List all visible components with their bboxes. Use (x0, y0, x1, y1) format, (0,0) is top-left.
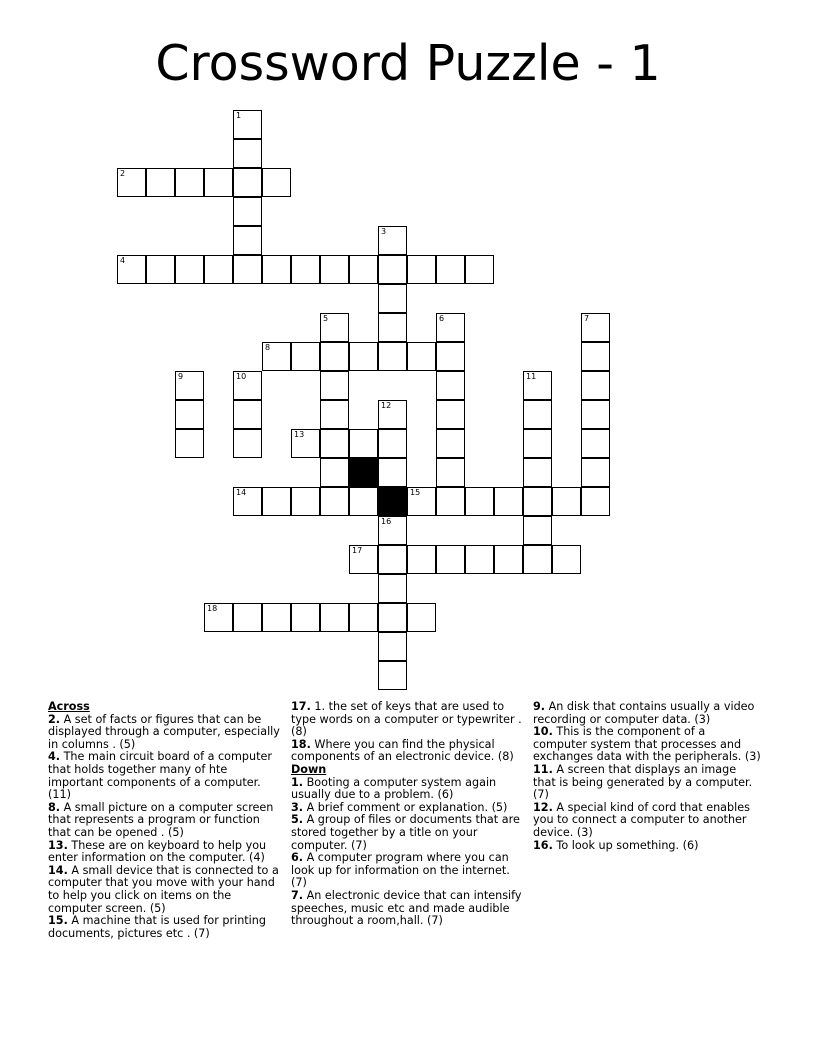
clue-number: 4. (48, 750, 61, 764)
crossword-cell[interactable] (204, 603, 233, 632)
crossword-cell[interactable] (523, 400, 552, 429)
crossword-cell[interactable] (291, 255, 320, 284)
down-clue (291, 777, 525, 802)
clue-text: A computer program where you can look up for information on the internet. (7) (291, 851, 510, 890)
clue-number: 16. (533, 838, 553, 852)
crossword-cell[interactable] (465, 255, 494, 284)
cell-number: 13 (294, 430, 305, 439)
crossword-cell[interactable] (552, 545, 581, 574)
cell-number: 11 (526, 372, 537, 381)
crossword-cell[interactable] (494, 545, 523, 574)
clue-text: A group of files or documents that are stored together by a title on your computer. (7) (291, 813, 520, 852)
clue-number: 6. (291, 851, 304, 865)
black-square (378, 487, 407, 516)
down-heading: Down (291, 762, 327, 776)
crossword-cell[interactable] (146, 168, 175, 197)
clue-number: 10. (533, 725, 553, 739)
clue-text: To look up something. (6) (552, 838, 699, 852)
crossword-cell[interactable] (523, 429, 552, 458)
crossword-cell[interactable] (320, 342, 349, 371)
crossword-cell[interactable] (436, 545, 465, 574)
crossword-cell[interactable] (581, 371, 610, 400)
clue-text: The main circuit board of a computer that holds together many of hte important components of a computer. (11) (48, 750, 272, 802)
clues-column-3 (533, 701, 761, 852)
down-clue (533, 802, 761, 840)
cell-number: 4 (120, 256, 126, 265)
crossword-cell[interactable] (378, 661, 407, 690)
down-clue (533, 701, 761, 726)
down-clue (533, 726, 761, 764)
cell-number: 14 (236, 488, 247, 497)
clue-number: 13. (48, 838, 68, 852)
crossword-cell[interactable] (436, 371, 465, 400)
across-clue (48, 751, 284, 801)
crossword-cell[interactable] (436, 255, 465, 284)
crossword-cell[interactable] (320, 313, 349, 342)
crossword-cell[interactable] (320, 371, 349, 400)
crossword-cell[interactable] (262, 168, 291, 197)
crossword-cell[interactable] (407, 487, 436, 516)
clue-number: 7. (291, 888, 304, 902)
clue-number: 15. (48, 914, 68, 928)
crossword-cell[interactable] (262, 603, 291, 632)
crossword-cell[interactable] (378, 255, 407, 284)
across-clue (48, 865, 284, 915)
crossword-cell[interactable] (378, 342, 407, 371)
crossword-cell[interactable] (233, 371, 262, 400)
cell-number: 9 (178, 372, 184, 381)
crossword-cell[interactable] (320, 429, 349, 458)
crossword-cell[interactable] (233, 487, 262, 516)
clue-number: 17. (291, 700, 311, 713)
clue-text: This is the component of a computer system that processes and exchanges data with the peripherals. (3) (533, 725, 761, 764)
clue-text: Where you can find the physical components of an electronic device. (8) (291, 737, 514, 764)
crossword-cell[interactable] (204, 255, 233, 284)
black-square (349, 458, 378, 487)
crossword-cell[interactable] (436, 313, 465, 342)
crossword-cell[interactable] (233, 429, 262, 458)
crossword-cell[interactable] (378, 284, 407, 313)
crossword-cell[interactable] (204, 168, 233, 197)
clue-text: A brief comment or explanation. (5) (303, 800, 508, 814)
crossword-cell[interactable] (378, 226, 407, 255)
crossword-cell[interactable] (523, 487, 552, 516)
crossword-cell[interactable] (436, 487, 465, 516)
cell-number: 7 (584, 314, 590, 323)
crossword-cell[interactable] (407, 603, 436, 632)
crossword-cell[interactable] (262, 255, 291, 284)
crossword-cell[interactable] (378, 603, 407, 632)
clues-column-2 (291, 701, 525, 928)
clue-number: 11. (533, 762, 553, 776)
down-clue (291, 852, 525, 890)
crossword-cell[interactable] (465, 545, 494, 574)
clue-number: 8. (48, 800, 61, 814)
crossword-cell[interactable] (233, 603, 262, 632)
crossword-cell[interactable] (378, 400, 407, 429)
down-clue (533, 840, 761, 853)
clue-text: A screen that displays an image that is being generated by a computer. (7) (533, 762, 753, 802)
crossword-cell[interactable] (436, 400, 465, 429)
across-clue (48, 802, 284, 840)
clue-number: 14. (48, 863, 68, 877)
crossword-cell[interactable] (378, 516, 407, 545)
crossword-cell[interactable] (523, 516, 552, 545)
crossword-cell[interactable] (523, 545, 552, 574)
across-clue (48, 840, 284, 865)
crossword-cell[interactable] (378, 458, 407, 487)
clue-number: 2. (48, 712, 61, 726)
crossword-cell[interactable] (233, 110, 262, 139)
cell-number: 3 (381, 227, 387, 236)
clue-text: These are on keyboard to help you enter information on the computer. (4) (48, 838, 267, 865)
cell-number: 2 (120, 169, 126, 178)
crossword-cell[interactable] (349, 545, 378, 574)
crossword-cell[interactable] (291, 487, 320, 516)
crossword-cell[interactable] (175, 400, 204, 429)
crossword-cell[interactable] (291, 429, 320, 458)
crossword-cell[interactable] (349, 255, 378, 284)
clue-number: 12. (533, 800, 553, 814)
crossword-cell[interactable] (349, 429, 378, 458)
crossword-cell[interactable] (117, 255, 146, 284)
across-clue (291, 739, 525, 764)
cell-number: 10 (236, 372, 247, 381)
clue-number: 5. (291, 813, 304, 827)
crossword-cell[interactable] (436, 458, 465, 487)
crossword-cell[interactable] (320, 487, 349, 516)
down-clue (291, 890, 525, 928)
crossword-cell[interactable] (349, 342, 378, 371)
across-clue (48, 714, 284, 752)
cell-number: 5 (323, 314, 329, 323)
crossword-cell[interactable] (407, 342, 436, 371)
clue-text: A special kind of cord that enables you to connect a computer to another device. (3) (533, 800, 750, 839)
crossword-cell[interactable] (175, 429, 204, 458)
crossword-cell[interactable] (523, 458, 552, 487)
crossword-cell[interactable] (233, 197, 262, 226)
down-clue (291, 814, 525, 852)
page-title: Crossword Puzzle - 1 (155, 35, 661, 92)
crossword-cell[interactable] (117, 168, 146, 197)
crossword-cell[interactable] (436, 429, 465, 458)
clue-number: 9. (533, 700, 546, 713)
crossword-cell[interactable] (320, 603, 349, 632)
crossword-cell[interactable] (349, 603, 378, 632)
crossword-cell[interactable] (262, 342, 291, 371)
crossword-cell[interactable] (233, 168, 262, 197)
down-clue (533, 764, 761, 802)
crossword-cell[interactable] (378, 632, 407, 661)
crossword-cell[interactable] (378, 429, 407, 458)
crossword-cell[interactable] (581, 487, 610, 516)
clue-text: An electronic device that can intensify speeches, music etc and made audible throughout a room,hall. (7) (291, 888, 522, 928)
crossword-cell[interactable] (436, 342, 465, 371)
crossword-cell[interactable] (581, 458, 610, 487)
clues-column-1 (48, 701, 284, 940)
cell-number: 18 (207, 604, 218, 613)
crossword-cell[interactable] (349, 487, 378, 516)
clue-number: 3. (291, 800, 304, 814)
crossword-cell[interactable] (378, 313, 407, 342)
clue-text: Booting a computer system again usually due to a problem. (6) (291, 775, 497, 802)
clue-text: A machine that is used for printing documents, pictures etc . (7) (48, 914, 266, 940)
across-heading: Across (48, 700, 90, 713)
crossword-cell[interactable] (378, 545, 407, 574)
crossword-cell[interactable] (581, 429, 610, 458)
crossword-cell[interactable] (291, 603, 320, 632)
across-clue (48, 915, 284, 940)
crossword-cell[interactable] (233, 226, 262, 255)
crossword-cell[interactable] (320, 458, 349, 487)
crossword-cell[interactable] (552, 487, 581, 516)
clue-text: An disk that contains usually a video recording or computer data. (3) (533, 700, 755, 726)
crossword-cell[interactable] (407, 255, 436, 284)
crossword-cell[interactable] (233, 400, 262, 429)
across-clue (291, 701, 525, 739)
cell-number: 8 (265, 343, 271, 352)
crossword-cell[interactable] (291, 342, 320, 371)
cell-number: 6 (439, 314, 445, 323)
crossword-cell[interactable] (262, 487, 291, 516)
crossword-cell[interactable] (581, 342, 610, 371)
clue-text: A small picture on a computer screen that represents a program or function that can be opened . (5) (48, 800, 274, 839)
cell-number: 17 (352, 546, 363, 555)
crossword-cell[interactable] (465, 487, 494, 516)
cell-number: 12 (381, 401, 392, 410)
crossword-cell[interactable] (175, 371, 204, 400)
crossword-cell[interactable] (320, 400, 349, 429)
crossword-cell[interactable] (233, 255, 262, 284)
crossword-cell[interactable] (146, 255, 175, 284)
crossword-cell[interactable] (407, 545, 436, 574)
clue-number: 1. (291, 775, 304, 789)
clue-text: A set of facts or figures that can be displayed through a computer, especially in columns . (5) (48, 712, 280, 751)
clue-text: A small device that is connected to a computer that you move with your hand to help you click on items on the computer screen. (5) (48, 863, 279, 915)
crossword-cell[interactable] (378, 574, 407, 603)
crossword-cell[interactable] (581, 313, 610, 342)
crossword-cell[interactable] (175, 168, 204, 197)
crossword-cell[interactable] (320, 255, 349, 284)
clue-number: 18. (291, 737, 311, 751)
cell-number: 16 (381, 517, 392, 526)
crossword-cell[interactable] (175, 255, 204, 284)
cell-number: 1 (236, 111, 242, 120)
crossword-cell[interactable] (233, 139, 262, 168)
crossword-cell[interactable] (494, 487, 523, 516)
crossword-cell[interactable] (523, 371, 552, 400)
cell-number: 15 (410, 488, 421, 497)
crossword-cell[interactable] (581, 400, 610, 429)
clue-text: 1. the set of keys that are used to type words on a computer or typewriter . (8) (291, 700, 522, 739)
